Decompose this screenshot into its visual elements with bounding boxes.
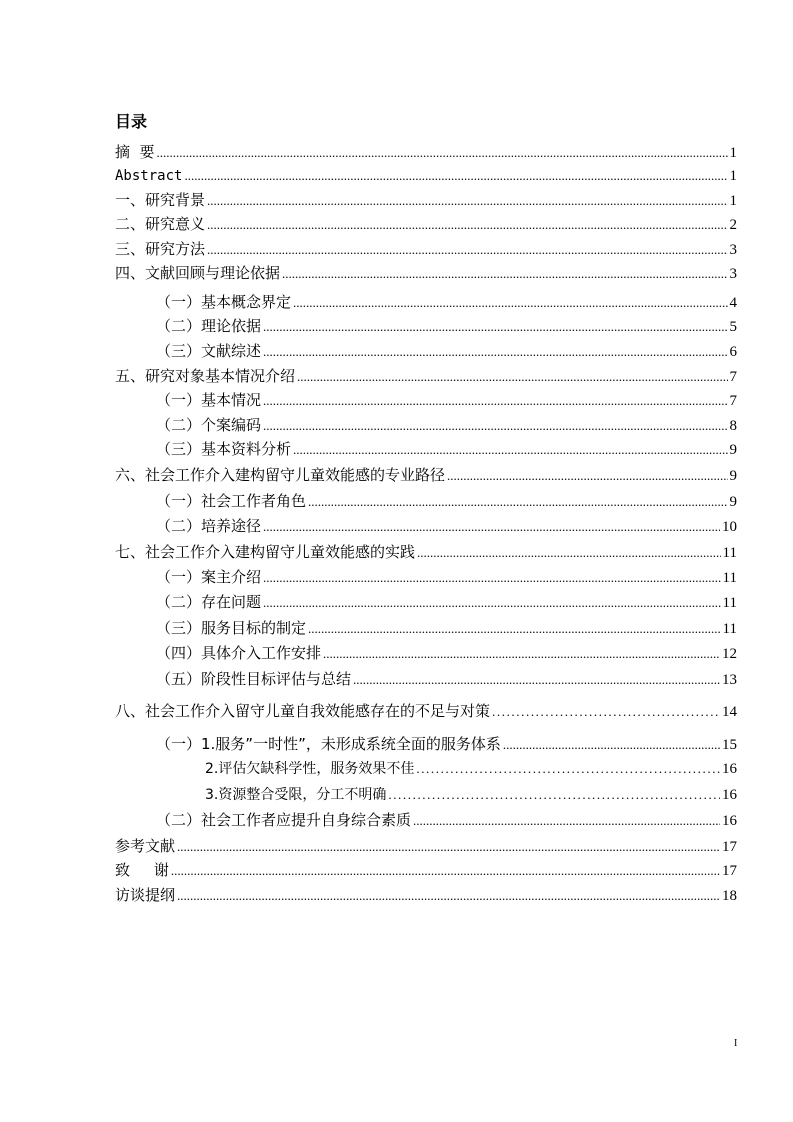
toc-dot-leader: [157, 142, 728, 164]
toc-entry-label: （一）1.服务”一时性”，未形成系统全面的服务体系: [156, 735, 501, 753]
toc-entry-page: 9: [729, 468, 737, 484]
toc-entry-label: （三）基本资料分析: [156, 440, 292, 458]
toc-dot-leader: [171, 860, 720, 882]
toc-entry-label: （二）个案编码: [156, 416, 262, 434]
toc-entry[interactable]: [205, 758, 737, 780]
toc-entry-label: （三）服务目标的制定: [156, 619, 307, 637]
toc-entry[interactable]: [156, 315, 737, 337]
toc-entry-label: 摘 要: [115, 143, 155, 161]
toc-entry-page: 9: [729, 442, 737, 458]
toc-entry-label: （二）存在问题: [156, 593, 262, 611]
toc-entry[interactable]: [115, 141, 737, 163]
toc-entry-page: 11: [722, 595, 737, 611]
toc-entry-label: （一）基本概念界定: [156, 293, 292, 311]
toc-entry-label: Abstract: [115, 168, 183, 184]
toc-entry[interactable]: [156, 490, 737, 512]
toc-entry-label: 参考文献: [115, 837, 176, 855]
toc-entry[interactable]: [115, 884, 737, 906]
toc-entry-label: （二）理论依据: [156, 317, 262, 335]
toc-entry[interactable]: [156, 438, 737, 460]
toc-entry[interactable]: [115, 835, 737, 857]
toc-entry-page: 5: [729, 319, 737, 335]
toc-dot-leader: [308, 618, 721, 640]
toc-dot-leader: [293, 439, 727, 461]
toc-entry[interactable]: [156, 389, 737, 411]
toc-entry-page: 10: [722, 519, 737, 535]
toc-entry-page: 16: [722, 761, 737, 777]
toc-entry-page: 11: [722, 621, 737, 637]
toc-entry[interactable]: [156, 566, 737, 588]
toc-entry-label: 2.评估欠缺科学性，服务效果不佳: [205, 761, 415, 777]
toc-entry-label: （一）基本情况: [156, 391, 262, 409]
toc-entry-page: 12: [722, 646, 737, 662]
toc-entry[interactable]: [115, 213, 737, 235]
toc-dot-leader: [263, 316, 727, 338]
toc-entry[interactable]: [115, 859, 737, 881]
toc-entry[interactable]: [115, 165, 737, 187]
toc-entry[interactable]: [115, 262, 737, 284]
toc-entry[interactable]: [156, 809, 737, 831]
toc-dot-leader: [297, 366, 727, 388]
toc-entry-page: 11: [722, 545, 737, 561]
toc-entry[interactable]: [115, 541, 737, 563]
toc-entry-page: 15: [722, 737, 737, 753]
toc-dot-leader: [417, 542, 721, 564]
toc-dot-leader: [413, 810, 720, 832]
toc-dot-leader: [177, 836, 720, 858]
toc-entry-page: 7: [729, 393, 737, 409]
toc-dot-leader: [207, 239, 727, 261]
toc-entry-page: 1: [729, 168, 737, 184]
toc-dot-leader: [263, 592, 721, 614]
toc-entry-label: 七、社会工作介入建构留守儿童效能感的实践: [115, 543, 416, 561]
toc-dot-leader: [388, 784, 720, 806]
toc-entry[interactable]: [156, 591, 737, 613]
toc-dot-leader: [293, 292, 727, 314]
toc-dot-leader: [263, 516, 720, 538]
toc-entry-page: 14: [722, 704, 737, 720]
toc-entry[interactable]: [115, 365, 737, 387]
toc-entry-label: （一）社会工作者角色: [156, 492, 307, 510]
toc-entry-label: 六、社会工作介入建构留守儿童效能感的专业路径: [115, 466, 446, 484]
toc-entry[interactable]: [205, 784, 737, 806]
toc-entry-label: 致 谢: [115, 861, 169, 879]
toc-dot-leader: [323, 643, 720, 665]
toc-entry[interactable]: [156, 515, 737, 537]
toc-dot-leader: [416, 758, 720, 780]
toc-entry-page: 16: [722, 813, 737, 829]
page-number: I: [734, 1038, 738, 1049]
toc-entry-page: 17: [722, 863, 737, 879]
toc-entry-page: 9: [729, 494, 737, 510]
toc-dot-leader: [184, 165, 727, 187]
toc-entry-label: （二）社会工作者应提升自身综合素质: [156, 811, 412, 829]
toc-entry-page: 3: [729, 266, 737, 282]
toc-dot-leader: [263, 341, 727, 363]
toc-entry-page: 6: [729, 344, 737, 360]
toc-entry[interactable]: [156, 414, 737, 436]
toc-entry-page: 3: [729, 242, 737, 258]
toc-dot-leader: [503, 734, 720, 756]
toc-entry-page: 1: [729, 193, 737, 209]
toc-entry[interactable]: [156, 291, 737, 313]
toc-dot-leader: [447, 465, 727, 487]
toc-dot-leader: [353, 669, 720, 691]
toc-entry-page: 17: [722, 839, 737, 855]
toc-entry-page: 1: [729, 145, 737, 161]
toc-entry-page: 2: [729, 217, 737, 233]
toc-entry-page: 4: [729, 295, 737, 311]
toc-entry-label: 3.资源整合受限，分工不明确: [205, 787, 387, 803]
toc-entry-label: 一、研究背景: [115, 191, 206, 209]
toc-dot-leader: [308, 491, 727, 513]
toc-entry[interactable]: [156, 340, 737, 362]
toc-dot-leader: [263, 390, 727, 412]
toc-entry[interactable]: [156, 642, 737, 664]
toc-dot-leader: [207, 190, 727, 212]
toc-entry[interactable]: [156, 733, 737, 755]
toc-entry-label: 八、社会工作介入留守儿童自我效能感存在的不足与对策: [115, 702, 491, 720]
toc-entry-label: （二）培养途径: [156, 517, 262, 535]
toc-entry-label: （三）文献综述: [156, 342, 262, 360]
toc-dot-leader: [177, 885, 720, 907]
toc-dot-leader: [207, 214, 727, 236]
toc-entry-label: 五、研究对象基本情况介绍: [115, 367, 296, 385]
toc-entry-label: （四）具体介入工作安排: [156, 644, 322, 662]
toc-dot-leader: [263, 415, 727, 437]
toc-entry-label: 二、研究意义: [115, 215, 206, 233]
toc-entry-page: 7: [729, 369, 737, 385]
toc-entry-page: 13: [722, 672, 737, 688]
toc-entry-label: 访谈提纲: [115, 886, 176, 904]
toc-dot-leader: [282, 263, 727, 285]
toc-entry[interactable]: [156, 668, 737, 690]
toc-entry[interactable]: [115, 464, 737, 486]
toc-entry-page: 8: [729, 418, 737, 434]
toc-entry-label: 四、文献回顾与理论依据: [115, 264, 281, 282]
toc-entry-page: 11: [722, 570, 737, 586]
toc-dot-leader: [263, 567, 721, 589]
toc-title: 目录: [115, 112, 148, 131]
toc-entry-label: （五）阶段性目标评估与总结: [156, 670, 352, 688]
toc-entry-page: 18: [722, 888, 737, 904]
toc-dot-leader: [492, 701, 720, 723]
toc-entry-label: （一）案主介绍: [156, 568, 262, 586]
toc-entry[interactable]: [115, 700, 737, 722]
toc-entry[interactable]: [156, 617, 737, 639]
toc-entry-label: 三、研究方法: [115, 240, 206, 258]
toc-entry[interactable]: [115, 189, 737, 211]
toc-entry[interactable]: [115, 238, 737, 260]
toc-entry-page: 16: [722, 787, 737, 803]
